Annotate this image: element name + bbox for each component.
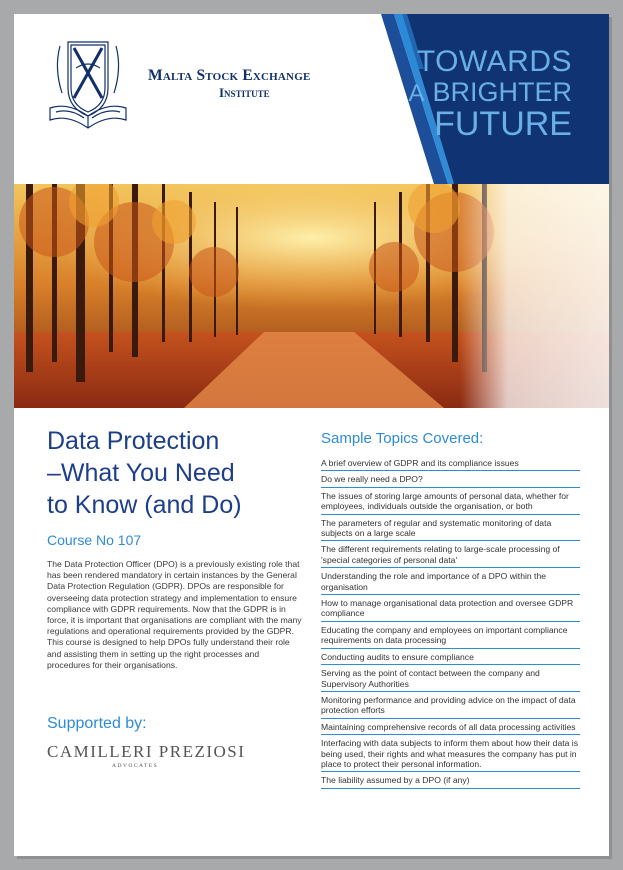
brochure-page bbox=[14, 14, 609, 856]
topic-item: Interfacing with data subjects to inform them about how their data is being used, their rights and what measures the company has put in place to protect their personal information. bbox=[321, 735, 580, 772]
topic-item: The different requirements relating to large-scale processing of 'special categories of personal data' bbox=[321, 541, 580, 568]
supported-by-heading: Supported by: bbox=[47, 715, 147, 732]
tagline-line-1: TOWARDS bbox=[416, 45, 572, 78]
topic-item: A brief overview of GDPR and its compliance issues bbox=[321, 455, 580, 471]
course-number: Course No 107 bbox=[47, 532, 142, 548]
topics-list bbox=[321, 455, 580, 789]
brand-name-text: Malta Stock Exchange bbox=[148, 67, 311, 84]
topic-item: The issues of storing large amounts of personal data, whether for employees, individuals outside the organisation, or both bbox=[321, 488, 580, 515]
topic-item: How to manage organisational data protection and oversee GDPR compliance bbox=[321, 595, 580, 622]
course-title-line-2: –What You Need bbox=[47, 459, 235, 487]
course-title-line-1: Data Protection bbox=[47, 427, 220, 455]
brand-name bbox=[148, 67, 311, 85]
sponsor-logo-sub: ADVOCATES bbox=[112, 763, 159, 769]
course-title-line-3: to Know (and Do) bbox=[47, 491, 242, 519]
crest-logo-icon bbox=[46, 38, 130, 134]
sponsor-logo-name: CAMILLERI PREZIOSI bbox=[47, 742, 246, 761]
brand-sub bbox=[219, 85, 270, 101]
topic-item: Serving as the point of contact between the company and Supervisory Authorities bbox=[321, 665, 580, 692]
brand-sub-text: Institute bbox=[219, 85, 270, 100]
topic-item: Monitoring performance and providing advice on the impact of data protection efforts bbox=[321, 692, 580, 719]
tagline bbox=[408, 45, 572, 143]
topic-item: Do we really need a DPO? bbox=[321, 471, 580, 487]
tagline-line-2-a: A bbox=[408, 80, 425, 107]
course-description: The Data Protection Officer (DPO) is a previously existing role that has been rendered mandatory in certain instances by the General Data Protection Regulation (GDPR). DPOs are responsible for overseeing data protection strategy and implementation to ensure compliance with GDPR requirements. Now that the GDPR is in force, it is important that organisations are compliant with the many regulations and operational requirements provided by the GDPR. This course is designed to help DPOs fully understand their role and assisting them in setting up the right processes and procedures for their organisations. bbox=[47, 559, 302, 670]
topic-item: The liability assumed by a DPO (if any) bbox=[321, 772, 580, 788]
topics-heading: Sample Topics Covered: bbox=[321, 430, 484, 447]
topic-item: The parameters of regular and systematic monitoring of data subjects on a large scale bbox=[321, 515, 580, 542]
topic-item: Educating the company and employees on important compliance requirements on data processing bbox=[321, 622, 580, 649]
topic-item: Conducting audits to ensure compliance bbox=[321, 649, 580, 665]
course-title bbox=[47, 425, 287, 521]
topic-item: Maintaining comprehensive records of all data processing activities bbox=[321, 719, 580, 735]
tagline-line-2-b: BRIGHTER bbox=[432, 77, 572, 107]
tagline-line-3: FUTURE bbox=[434, 105, 572, 143]
autumn-forest-photo bbox=[14, 182, 609, 408]
topic-item: Understanding the role and importance of a DPO within the organisation bbox=[321, 568, 580, 595]
